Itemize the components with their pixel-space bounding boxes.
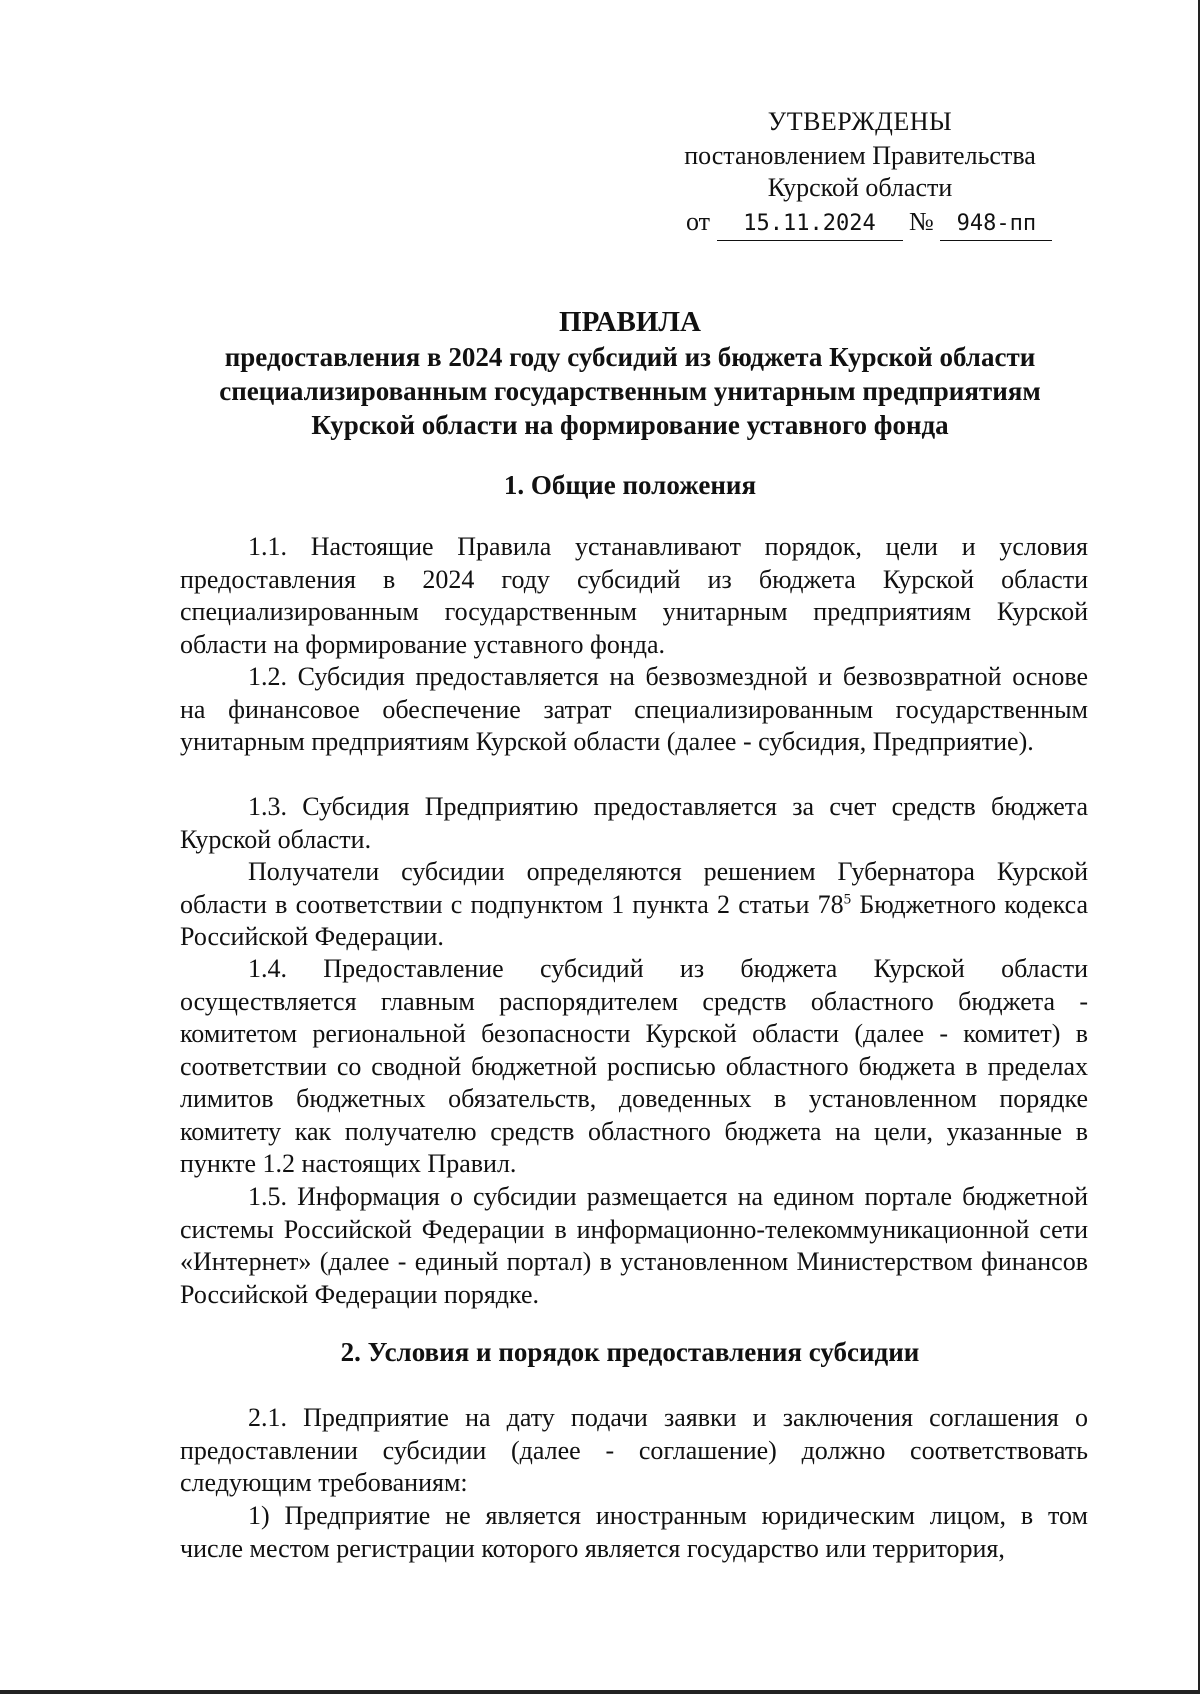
document-subtitle-line-1: предоставления в 2024 году субсидий из бюджета Курской области	[224, 342, 1036, 372]
date-prefix: от	[686, 207, 711, 236]
approval-date-line	[686, 206, 1052, 241]
document-subtitle-line-3: Курской области на формирование уставного фонда	[311, 410, 949, 440]
approval-region: Курской области	[767, 173, 953, 202]
document-subtitle-line-2: специализированным государственным унитарным предприятиям	[219, 376, 1041, 406]
paragraph-1-3-recipients	[180, 856, 1088, 954]
paragraph-1-4	[180, 953, 1088, 1181]
paragraph-1-5	[180, 1181, 1088, 1311]
article-superscript: 5	[843, 890, 852, 907]
paragraph-1-2	[180, 661, 1088, 759]
paragraph-1-3-text: 1.3. Субсидия Предприятию предоставляется за счет средств бюджета Курской области.	[180, 792, 1088, 854]
paragraph-1-2-text: 1.2. Субсидия предоставляется на безвозмездной и безвозвратной основе на финансовое обеспечение затрат специализированным государственным унитарным предприятиям Курской области (далее - субсидия, Предприятие).	[180, 662, 1088, 756]
paragraph-1-1-text: 1.1. Настоящие Правила устанавливают порядок, цели и условия предоставления в 2024 году субсидий из бюджета Курской области специализированным государственным унитарным предприятиям Курской области на формирование уставного фонда.	[180, 532, 1088, 659]
approval-authority: постановлением Правительства	[684, 141, 1036, 170]
paragraph-1-3	[180, 791, 1088, 856]
paragraph-2-1-item-1	[180, 1500, 1088, 1565]
section-1-heading: 1. Общие положения	[503, 470, 757, 500]
paragraph-1-5-text: 1.5. Информация о субсидии размещается на едином портале бюджетной системы Российской Федерации в информационно-телекоммуникационной сети «Интернет» (далее - единый портал) в установленном Министерством финансов Российской Федерации порядке.	[180, 1182, 1088, 1309]
recipients-text: Получатели субсидии определяются решением Губернатора Курской области в соответствии с подпунктом 1 пункта 2 статьи 78	[180, 857, 1088, 919]
paragraph-2-1	[180, 1402, 1088, 1500]
approval-date: 15.11.2024	[717, 208, 903, 241]
document-title: ПРАВИЛА	[559, 306, 701, 338]
section-2-heading: 2. Условия и порядок предоставления субсидии	[340, 1337, 920, 1367]
number-prefix: №	[909, 207, 934, 236]
approval-number: 948-пп	[940, 208, 1052, 241]
paragraph-1-4-text: 1.4. Предоставление субсидий из бюджета Курской области осуществляется главным распорядителем средств областного бюджета - комитетом региональной безопасности Курской области (далее - комитет) в соответствии со сводной бюджетной росписью областного бюджета в пределах лимитов бюджетных обязательств, доведенных в установленном порядке комитету как получателю средств областного бюджета на цели, указанные в пункте 1.2 настоящих Правил.	[180, 954, 1088, 1178]
scan-edge-bottom	[0, 1690, 1200, 1694]
paragraph-1-1	[180, 531, 1088, 661]
paragraph-2-1-text: 2.1. Предприятие на дату подачи заявки и заключения соглашения о предоставлении субсидии (далее - соглашение) должно соответствовать следующим требованиям:	[180, 1403, 1088, 1497]
paragraph-2-1-item-1-text: 1) Предприятие не является иностранным юридическим лицом, в том числе местом регистрации которого является государство или территория,	[180, 1501, 1088, 1563]
approval-stamp-title: УТВЕРЖДЕНЫ	[767, 107, 953, 136]
recipients-text-end: Бюджетного кодекса Российской Федерации.	[180, 889, 1089, 951]
